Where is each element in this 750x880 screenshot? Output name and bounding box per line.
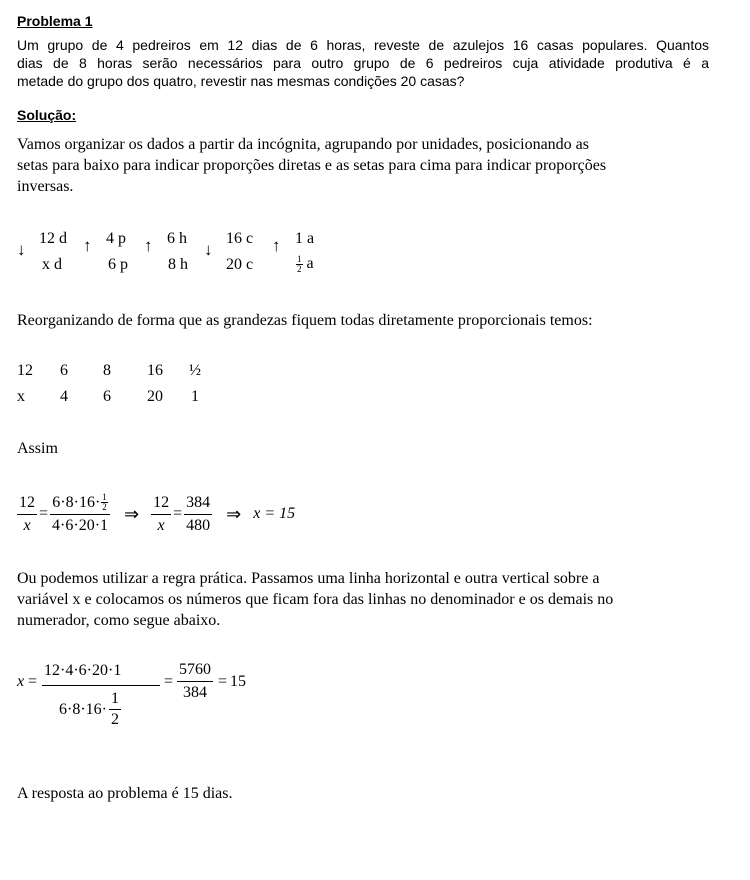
eq2-fraction-bar: [42, 685, 160, 686]
eq1-lhs-fraction: [17, 493, 37, 536]
implies-icon: ⇒: [124, 503, 140, 524]
direct-table-cell: 16: [147, 362, 163, 379]
eq1-half-den: 2: [102, 502, 107, 513]
arrow-table-top-hours: 6 h: [167, 230, 187, 247]
eq2-den-main: 6·8·16·: [59, 700, 107, 718]
activity-unit: a: [306, 255, 314, 273]
eq1-rhs-fraction: [50, 493, 110, 536]
arrow-down-icon: ↓: [204, 240, 213, 259]
arrow-table-top-houses: 16 c: [226, 230, 254, 247]
direct-table-cell: x: [17, 388, 25, 405]
arrow-up-icon: ↑: [83, 236, 92, 255]
solution-intro: [17, 134, 697, 197]
half-numerator: 1: [297, 254, 302, 264]
statement-line-2: dias de 8 horas serão necessários para outro grupo de 6 pedreiros cuja atividade produtiva é a: [17, 55, 709, 71]
eq1-mid-rhs-den: 480: [186, 516, 211, 534]
direct-table-cell: 1: [191, 388, 199, 405]
arrow-table: [17, 228, 347, 280]
arrow-table-bottom-houses: 20 c: [226, 256, 254, 273]
rule-text: [17, 568, 717, 631]
eq1-lhs-den: x: [23, 516, 31, 534]
eq1-rhs-num-main: 6·8·16·: [52, 493, 101, 511]
eq1-half-num: 1: [102, 492, 107, 503]
eq1-mid-lhs-num: 12: [151, 493, 171, 515]
eq1-result: x = 15: [253, 505, 296, 522]
eq2-numerator: 12·4·6·20·1: [44, 662, 122, 679]
equation-2: [17, 660, 277, 732]
equals-sign: =: [173, 505, 183, 522]
eq2-mid-num: 5760: [177, 660, 213, 682]
rule-line-2: variável x e colocamos os números que ficam fora das linhas no denominador e os demais no: [17, 591, 614, 608]
implies-icon: ⇒: [226, 503, 242, 524]
arrow-up-icon: ↑: [272, 236, 281, 255]
arrow-down-icon: ↓: [17, 240, 26, 259]
problem-statement: [17, 36, 709, 90]
intro-line-1: Vamos organizar os dados a partir da incógnita, agrupando por unidades, posicionando as: [17, 136, 589, 153]
rule-line-1: Ou podemos utilizar a regra prática. Passamos uma linha horizontal e outra vertical sobre a: [17, 570, 600, 587]
arrow-table-bottom-days: x d: [42, 256, 62, 273]
eq2-lhs: x: [17, 673, 25, 690]
half-denominator: 2: [297, 264, 302, 274]
equals-sign: =: [218, 673, 228, 690]
direct-table: [17, 362, 237, 412]
eq1-mid-lhs-fraction: [151, 493, 171, 536]
eq1-mid-rhs-num: 384: [184, 493, 212, 515]
solution-title: Solução:: [17, 107, 77, 123]
direct-table-cell: 6: [60, 362, 68, 379]
problem-title: Problema 1: [17, 13, 93, 29]
statement-line-1: Um grupo de 4 pedreiros em 12 dias de 6 horas, reveste de azulejos 16 casas populares. Quantos: [17, 37, 709, 53]
eq1-lhs-num: 12: [17, 493, 37, 515]
eq2-half: [109, 690, 121, 729]
statement-line-3: metade do grupo dos quatro, revestir nas mesmas condições 20 casas?: [17, 73, 465, 89]
equals-sign: =: [39, 505, 49, 522]
answer-text: A resposta ao problema é 15 dias.: [17, 785, 233, 802]
eq2-result: 15: [230, 673, 246, 690]
equals-sign: =: [164, 673, 174, 690]
arrow-table-top-workers: 4 p: [106, 230, 126, 247]
arrow-table-bottom-hours: 8 h: [168, 256, 188, 273]
eq2-mid-fraction: [177, 660, 213, 703]
intro-line-3: inversas.: [17, 178, 74, 195]
intro-line-2: setas para baixo para indicar proporções diretas e as setas para cima para indicar proporções: [17, 157, 607, 174]
assim-text: Assim: [17, 440, 58, 457]
direct-table-cell: 8: [103, 362, 111, 379]
eq1-mid-lhs-den: x: [157, 516, 165, 534]
arrow-up-icon: ↑: [144, 236, 153, 255]
direct-table-cell: 12: [17, 362, 33, 379]
direct-table-cell: ½: [189, 362, 201, 379]
equation-1: [17, 490, 295, 538]
eq1-rhs-num: [50, 493, 109, 515]
equals-sign: =: [28, 673, 38, 690]
arrow-table-top-activity: 1 a: [295, 230, 315, 247]
arrow-table-bottom-workers: 6 p: [108, 256, 128, 273]
eq1-rhs-den: 4·6·20·1: [52, 516, 109, 534]
eq2-half-num: 1: [109, 690, 121, 710]
reorganize-text: Reorganizando de forma que as grandezas fiquem todas diretamente proporcionais temos:: [17, 312, 593, 329]
eq2-denominator: [59, 690, 121, 729]
eq1-mid-rhs-fraction: [184, 493, 212, 536]
rule-line-3: numerador, como segue abaixo.: [17, 612, 221, 629]
eq2-mid-den: 384: [183, 684, 207, 701]
arrow-table-top-days: 12 d: [39, 230, 67, 247]
direct-table-cell: 6: [103, 388, 111, 405]
arrow-table-bottom-activity: [295, 255, 314, 274]
direct-table-cell: 20: [147, 388, 163, 405]
eq2-half-den: 2: [110, 711, 119, 728]
direct-table-cell: 4: [60, 388, 68, 405]
